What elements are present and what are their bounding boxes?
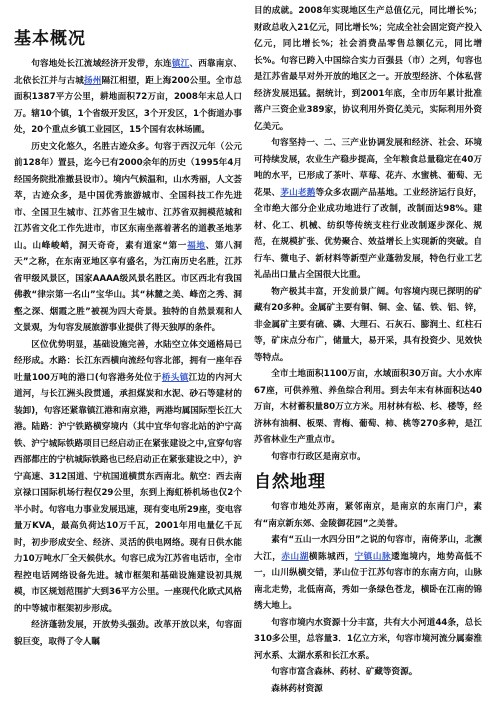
term-link[interactable]: 镇江	[171, 59, 190, 69]
right-column	[254, 3, 482, 697]
paragraph-text: 目的成就。2008年实现地区生产总值亿元，同比增长%；财政总收入21亿元，同比增长%；完成全社会固定资产投入亿元，同比增长%；社会消费品零售总额亿元，同比增长%。句容已跨入中国综合实力百强县（市）之列，句容也是江苏省最早对外开放的地区之一。开放型经济、个体私营经济发展迅猛。据统计，到2001年底，全市历年累计批准落户三资企业389家，协议利用外资亿美元，实际利用外资亿美元。	[254, 6, 482, 132]
paragraph-text: 句容地处长江流域经济开发带，东连	[31, 59, 172, 69]
paragraph-text: 区位优势明显，基础设施完善，水陆空立体交通格局已经形成。水路：长江东西横向流经句容北部，拥有一座年吞吐量100万吨的港口(句容港务处位于	[14, 339, 242, 383]
paragraph-text: 句容坚持一、二、三产业协调发展和经济、社会、环境可持续发展，农业生产稳步提高，全年粮食总量稳定在40万吨的水平，已形成了茶叶、草莓、花卉、水蜜桃、葡萄、无花果、	[254, 138, 482, 198]
section-body-geography	[254, 499, 482, 697]
paragraph	[254, 664, 482, 681]
section-body-overview-continued	[254, 3, 482, 465]
paragraph-text: 、第八洞天”之称，在东南亚地区享有盛名，为江南历史名胜，江苏省甲级风景区，国家AAAA级风景名胜区。市区西北有我国佛教“律宗第一名山”宝华山。其“林麓之美、峰峦之秀、洞壑之深、烟霞之胜”被视为四大奇景。独特的自然景观和人文景观，为句容发展旅游事业提供了得天独厚的条件。	[14, 240, 242, 333]
paragraph-text: 、西靠南京、北依长江并与古城	[14, 59, 242, 86]
left-column	[14, 28, 242, 650]
term-link[interactable]: 福地	[187, 240, 206, 251]
section-body-overview	[14, 56, 242, 650]
section-title-geography: 自然地理	[254, 472, 326, 492]
paragraph	[14, 139, 242, 337]
paragraph	[254, 284, 482, 367]
section-title-overview: 基本概况	[14, 29, 86, 49]
paragraph-text: 森林药材资源	[271, 683, 323, 694]
paragraph	[254, 135, 482, 284]
paragraph	[14, 337, 242, 618]
paragraph-text: 物产极其丰富，开发前景广阔。句容境内现已探明的矿藏有20多种。金属矿主要有铜、铜、金、锰、铁、铝、锌，非金属矿主要有硫、磷、大理石、石灰石、膨润土、红柱石等，矿床点分布广，储量大，易开采，具有投资少、见效快等特点。	[254, 286, 482, 363]
paragraph	[14, 617, 242, 650]
paragraph-text: 逶迤境内，地势高低不一，山川纵横交错，茅山位于江苏句容市的东南方向，山脉南北走势，北低南高，秀如一条绿色苍龙，横卧在江南的锦绣大地上。	[254, 551, 482, 611]
paragraph-text: 横陈城西，	[308, 551, 355, 562]
paragraph	[254, 366, 482, 449]
paragraph	[254, 681, 482, 698]
paragraph	[254, 615, 482, 665]
paragraph-text: 全市土地面积1100万亩，水域面积30万亩。大小水库67座，可供养殖、养鱼综合利用。到去年末有林面积达40万亩，木材蓄积量80万立方米。用材林有松、杉、楼等，经济林有油桐、板栗、青梅、葡萄、柿、桃等270多种，是江苏省林业生产重点市。	[254, 369, 482, 445]
paragraph-text: 历史文化悠久，名胜古迹众多。句容于西汉元年（公元前128年）置县，迄今已有2000余年的历史（1995年4月经国务院批准撤县设市）。境内气候温和，山水秀丽，人文荟萃，古迹众多，是中国优秀旅游城市、全国科技工作先进市、全国卫生城市、江苏省卫生城市、江苏省双拥模范城和江苏省文化工作先进市，市区东南坐落着著名的道教圣地茅山。山峰峻峭，洞天奇奇，素有道家“第一	[14, 141, 242, 251]
paragraph-text: 句容市地处苏南，紧邻南京，是南京的东南门户，素有“南京新东郊、金陵御花园”之美誉。	[254, 502, 482, 529]
paragraph	[254, 3, 482, 135]
paragraph-text: 等众多农副产品基地。工业经济运行良好，全市绝大部分企业成功地进行了改制，改制面达98%。建材、化工、机械、纺织等传统支柱行业改制逐步深化、规范，在规模扩张、优势聚合、效益增长上实现新的突破。自行车、微电子、新材料等新型产业蓬勃发展，特色行业工艺礼品出口量占全国很大比重。	[254, 187, 482, 280]
term-link[interactable]: 赤山湖	[281, 551, 309, 562]
paragraph	[254, 449, 482, 466]
paragraph-text: 经济蓬勃发展，开放势头强劲。改革开放以来，句容面貌巨变，取得了令人瞩	[14, 620, 242, 647]
paragraph-text: 江边的内河大道河，与长江洲头段贯通，承担煤炭和水泥、砂石等建材的装卸)，句容还紧靠镇江港和南京港，两港均属国际型长江大港。陆路：沪宁铁路横穿境内（其中宜华句容北站的沪宁高铁、沪宁城际铁路项目已经启动正在紧张建设之中,宣穿句容西部都庄的宁杭城际铁路也已经启动正在紧张建设之中），沪宁高速、312国道、宁杭国道横贯东西南北。航空：西去南京禄口国际机场行程仅29公里，东到上海虹桥机场也仅2个半小时。句容电力事业发展迅速，现有变电所29座，变电容量万KVA，最高负荷达10万千瓦，2001年用电量亿千瓦时，初步形成安全、经济、灵活的供电网络。现有日供水能力10万吨水厂全天候供水。句容已成为江苏省电话市，全市程控电话网络设备先进。城市框架和基础设施建设初具规模，市区规划范围扩大到36平方公里。一座现代化欧式风格的中等城市框架初步形成。	[14, 372, 242, 614]
paragraph-text: 隔江相望，距上海200公里。全市总面积1387平方公里，耕地面积72万亩，2008年末总人口万。辖10个镇，1个省级开发区，3个开发区，1个街道办事处，20个重点乡镇工业园区，15个国有农林场圃。	[14, 75, 242, 135]
paragraph-text: 句容市富含森林、药材、矿藏等资源。	[271, 667, 418, 677]
term-link[interactable]: 宁镇山脉	[354, 551, 392, 562]
term-link[interactable]: 扬州	[84, 75, 102, 86]
paragraph-text: 句容市行政区是南京市。	[271, 451, 366, 462]
term-link[interactable]: 桥头镇	[161, 372, 189, 383]
term-link[interactable]: 茅山老鹅	[280, 187, 316, 198]
paragraph	[14, 56, 242, 139]
paragraph	[254, 532, 482, 615]
paragraph	[254, 499, 482, 532]
paragraph-text: 素有“五山一水四分田”之说的句容市，南倚茅山，北濒大江，	[254, 535, 482, 562]
paragraph-text: 句容市境内水资源十分丰富，共有大小河道44条，总长310多公里，总容量3．1亿立方米，句容市境河流分属秦淮河水系、太湖水系和长江水系。	[254, 617, 482, 661]
